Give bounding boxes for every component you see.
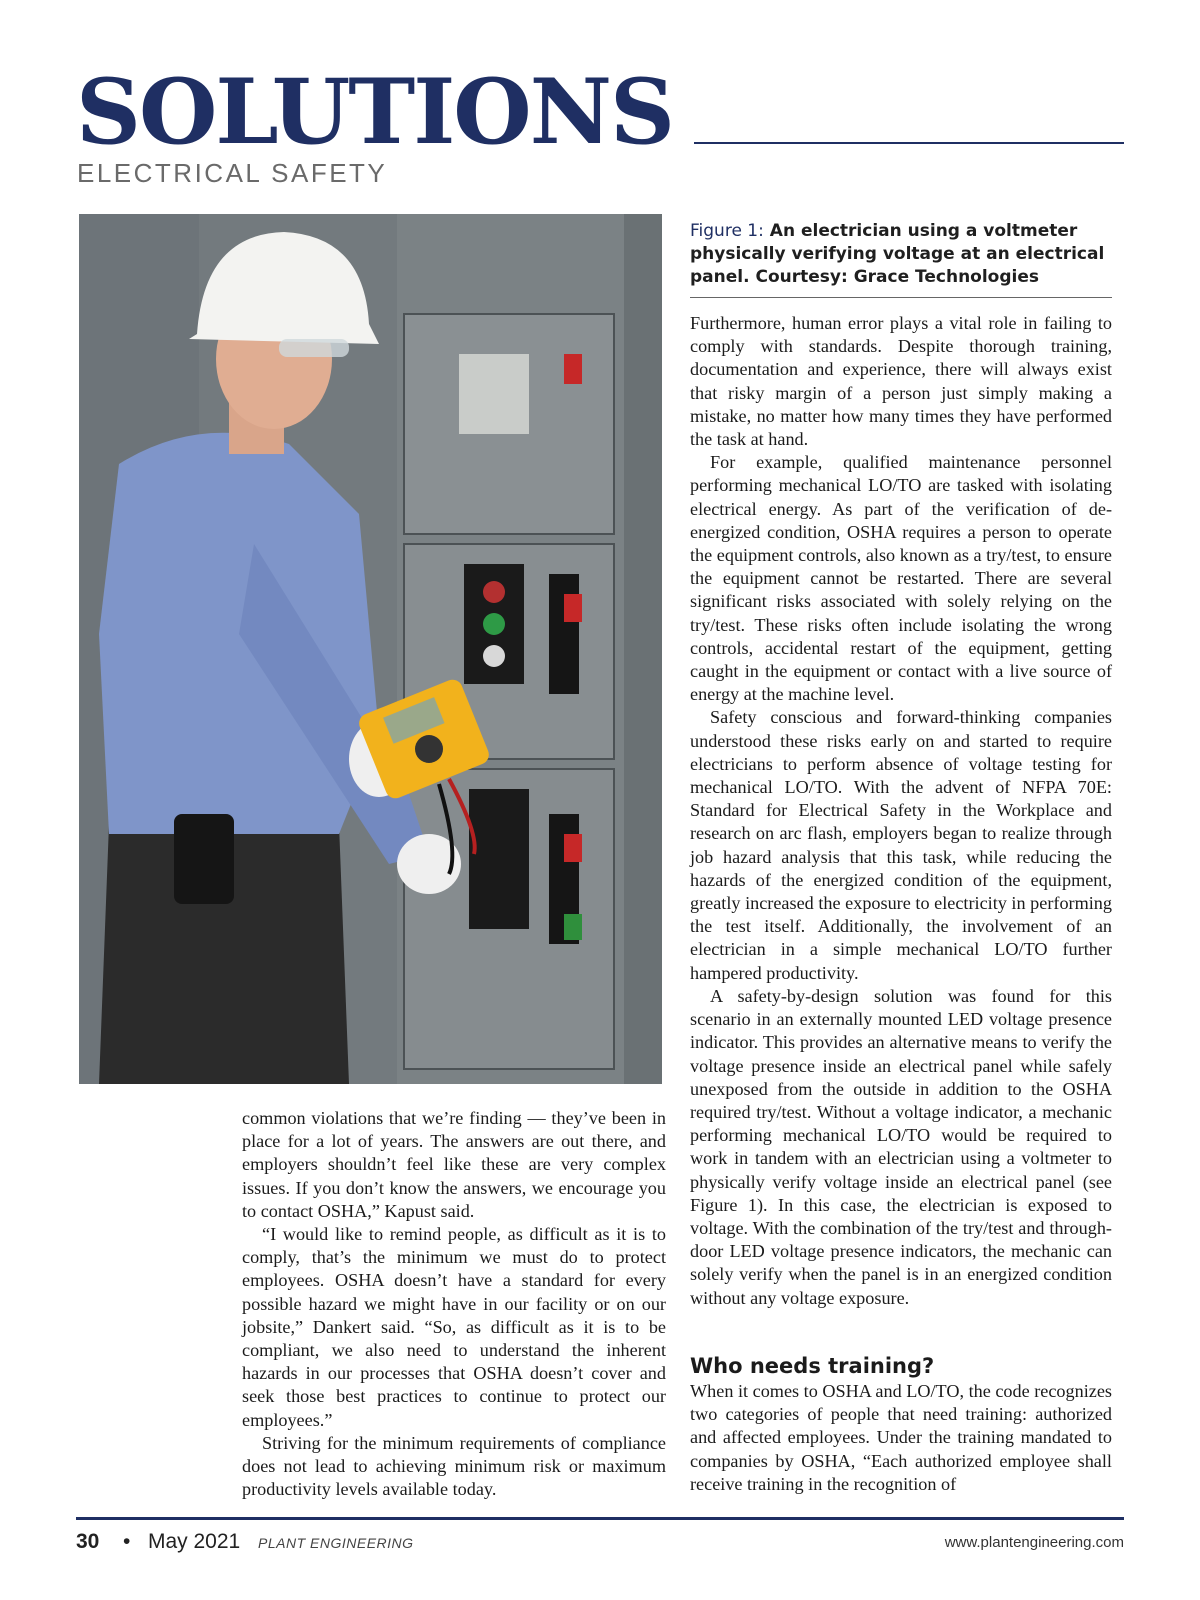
publication-name: PLANT ENGINEERING: [258, 1535, 414, 1551]
section-heading: Who needs training?: [690, 1354, 935, 1378]
paragraph: Furthermore, human error plays a vital role in failing to comply with standards. Despite thorough training, documentation and experience, there will always exist that risky margin of a person just simply making a mistake, no matter how many times they have performed the task at hand.: [690, 313, 1112, 450]
figure-label: Figure 1:: [690, 221, 764, 241]
figure-caption-text: An electrician using a voltmeter physically verifying voltage at an electrical panel. Courtesy: Grace Technologies: [690, 221, 1105, 287]
paragraph: common violations that we’re finding — they’ve been in place for a lot of years. The answers are out there, and employers shouldn’t feel like these are very complex issues. If you don’t know the answers, we encourage you to contact OSHA,” Kapust said.: [242, 1108, 666, 1221]
paragraph: Safety conscious and forward-thinking companies understood these risks early on and started to require electricians to perform absence of voltage testing for mechanical LO/TO. With the advent of NFPA 70E: Standard for Electrical Safety in the Workplace and research on arc flash, employers began to realize through job hazard analysis that this task, while reducing the hazards of the energized condition of the equipment, greatly increased the exposure to electricity in performing the test itself. Additionally, the involvement of an electrician in a simple mechanical LO/TO further hampered productivity.: [690, 707, 1112, 983]
footer-rule: [76, 1517, 1124, 1520]
paragraph: When it comes to OSHA and LO/TO, the code recognizes two categories of people that need training: authorized and affected employees. Under the training mandated to companies by OSHA, “Each authorized employee shall receive training in the recognition of: [690, 1381, 1112, 1494]
caption-rule: [690, 297, 1112, 298]
figure-photo: [79, 214, 662, 1084]
paragraph: “I would like to remind people, as difficult as it is to comply, that’s the minimum we must do to protect employees. OSHA doesn’t have a standard for every possible hazard we might have in our facility or on our jobsite,” Dankert said. “So, as difficult as it is to be compliant, we also need to understand the inherent hazards in our processes that OSHA doesn’t cover and seek those best practices to continue to protect our employees.”: [242, 1224, 666, 1430]
paragraph: A safety-by-design solution was found for this scenario in an externally mounted LED voltage presence indicator. This provides an alternative means to verify the voltage presence inside an electrical panel while safely unexposed from the outside in addition to the OSHA required try/test. Without a voltage indicator, a mechanic performing mechanical LO/TO would be required to work in tandem with an electrician using a voltmeter to physically verify voltage inside an electrical panel (see Figure 1). In this case, the electrician is exposed to voltage. With the combination of the try/test and through-door LED voltage presence indicators, the mechanic can solely verify when the panel is in an energized condition without any voltage exposure.: [690, 985, 1112, 1308]
right-column-continued: [690, 1380, 1112, 1496]
section-subtitle: ELECTRICAL SAFETY: [77, 158, 388, 188]
page-number: 30: [76, 1530, 100, 1553]
left-column: [242, 1107, 666, 1501]
title-rule: [694, 142, 1124, 144]
page-footer: [76, 1530, 1124, 1560]
paragraph: For example, qualified maintenance personnel performing mechanical LO/TO are tasked with isolating electrical energy. As part of the verification of de-energized condition, OSHA requires a person to operate the equipment controls, also known as a try/test, to ensure the equipment cannot be restarted. There are several significant risks associated with solely relying on the try/test. These risks often include isolating the wrong controls, accidental restart of the equipment, getting caught in the equipment or contact with a live source of energy at the machine level.: [690, 452, 1112, 705]
website-link[interactable]: www.plantengineering.com: [944, 1534, 1124, 1551]
section-title: SOLUTIONS: [76, 59, 673, 165]
figure-caption: [690, 220, 1112, 289]
issue-date: May 2021: [148, 1530, 241, 1553]
footer-bullet: •: [123, 1530, 131, 1553]
right-column: [690, 312, 1112, 1310]
paragraph: Striving for the minimum requirements of compliance does not lead to achieving minimum risk or maximum productivity levels available today.: [242, 1432, 666, 1500]
